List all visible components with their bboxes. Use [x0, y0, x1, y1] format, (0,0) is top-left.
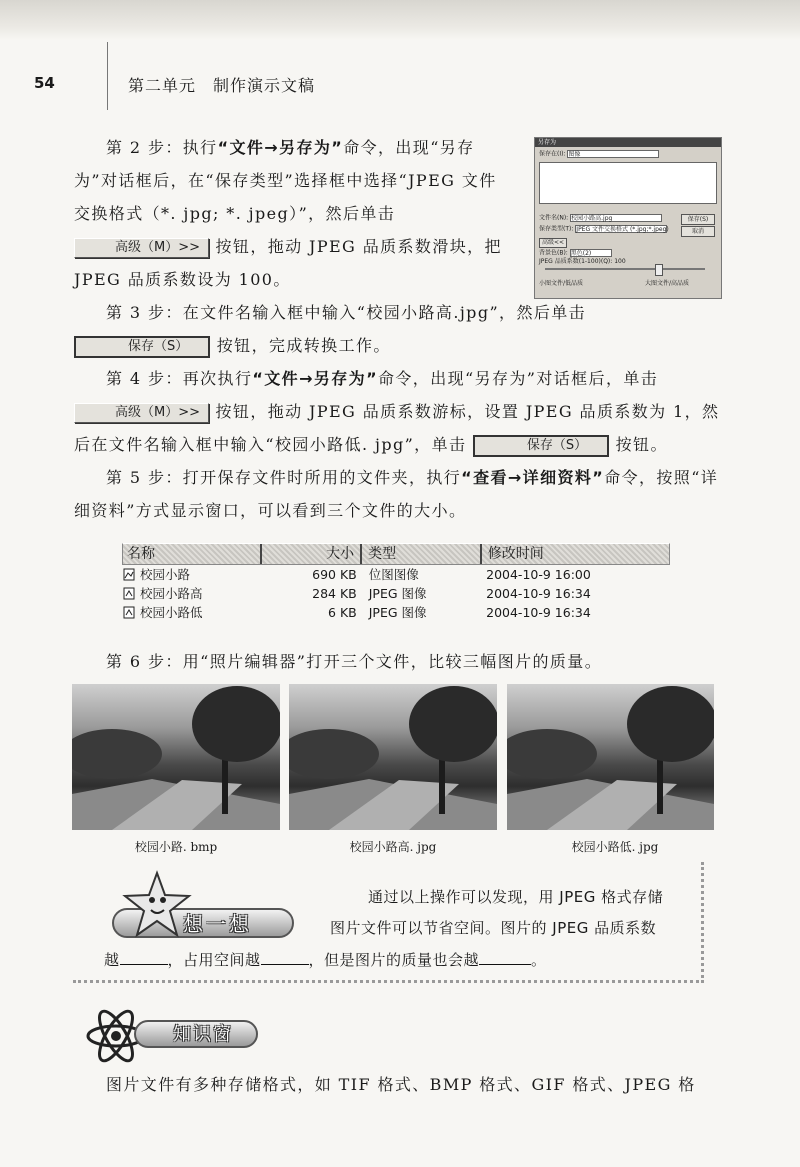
- caption-jpg-low: 校园小路低. jpg: [571, 840, 659, 854]
- slider-min-label: 小图文件/低品质: [539, 280, 584, 287]
- bitmap-file-icon: [122, 567, 136, 581]
- file-details-table: [122, 543, 670, 622]
- save-as-dialog-screenshot: [534, 137, 722, 299]
- think-label: 想一想: [112, 908, 294, 938]
- photo-bmp: [72, 684, 280, 830]
- bg-select[interactable]: [570, 249, 612, 257]
- slider-max-label: 大图文件/高品质: [645, 280, 690, 287]
- table-row[interactable]: [122, 603, 670, 622]
- quality-value: 100: [614, 258, 626, 265]
- page-number: 54: [34, 74, 55, 92]
- bg-value: 黑色(2): [570, 250, 592, 257]
- type-select[interactable]: [575, 225, 667, 233]
- save-in-select[interactable]: [567, 150, 659, 158]
- file-size: 284 KB: [312, 586, 357, 601]
- star-mascot-icon: [122, 870, 192, 940]
- chapter-title: 第二单元 制作演示文稿: [128, 76, 316, 95]
- think-line-3: 越 ，占用空间越 ，但是图片的质量也会越 。: [104, 951, 547, 969]
- file-name: 校园小路高: [140, 586, 203, 601]
- file-name: 校园小路: [140, 567, 191, 582]
- caption-bmp: 校园小路. bmp: [134, 840, 218, 854]
- column-name[interactable]: 名称: [123, 544, 262, 564]
- photo-jpg-low-art: [507, 684, 714, 830]
- photo-jpg-high-art: [289, 684, 497, 830]
- step5-paragraph: 第 5 步：打开保存文件时所用的文件夹，执行“查看→详细资料”命令，按照“详细资料”方式显示窗口，可以看到三个文件的大小。: [74, 468, 719, 520]
- photo-bmp-art: [72, 684, 280, 830]
- type-label: 保存类型(T):: [539, 225, 574, 233]
- step6-paragraph: 第 6 步：用“照片编辑器”打开三个文件，比较三幅图片的质量。: [106, 652, 603, 671]
- type-value: JPEG 文件交换格式 (*.jpg;*.jpeg): [576, 226, 669, 233]
- file-type: JPEG 图像: [368, 586, 427, 601]
- file-size: 6 KB: [328, 605, 357, 620]
- filename-value: 校园小路高.jpg: [571, 215, 613, 222]
- jpeg-file-icon: [122, 605, 136, 619]
- photo-jpg-low: [507, 684, 714, 830]
- column-modified[interactable]: 修改时间: [487, 546, 544, 562]
- filename-field[interactable]: [570, 214, 662, 222]
- dialog-save-button[interactable]: 保存(S): [681, 214, 715, 225]
- table-row[interactable]: [122, 565, 670, 584]
- filename-label: 文件名(N):: [539, 214, 569, 222]
- file-modified: 2004-10-9 16:00: [486, 567, 591, 582]
- dialog-cancel-button[interactable]: 取消: [681, 226, 715, 237]
- photo-jpg-high: [289, 684, 497, 830]
- knowledge-text: 图片文件有多种存储格式，如 TIF 格式、BMP 格式、GIF 格式、JPEG 格: [106, 1075, 696, 1094]
- caption-jpg-high: 校园小路高. jpg: [349, 840, 437, 854]
- advanced-button-2[interactable]: 高级（M）>>: [74, 403, 209, 423]
- dialog-advanced-button[interactable]: 高级<<: [539, 238, 567, 248]
- answer-blank-2[interactable]: [261, 950, 309, 965]
- dialog-title: 另存为: [535, 138, 721, 147]
- table-row[interactable]: [122, 584, 670, 603]
- table-header: [122, 543, 670, 565]
- answer-blank-3[interactable]: [479, 950, 531, 965]
- save-in-label: 保存在(I):: [539, 150, 566, 158]
- header-divider: [107, 42, 108, 110]
- step2-paragraph: 第 2 步：执行“文件→另存为”命令，出现“另存为”对话框后，在“保存类型”选择框中选择“JPEG 文件交换格式（*. jpg; *. jpeg）”，然后单击 高级（M）>> 按钮，拖动 JPEG 品质系数滑块，把 JPEG 品质系数设为 100。: [74, 138, 502, 289]
- save-button-2[interactable]: 保存（S）: [473, 435, 609, 457]
- column-type[interactable]: 类型: [362, 544, 482, 564]
- knowledge-label: 知识窗: [134, 1020, 258, 1048]
- file-modified: 2004-10-9 16:34: [486, 586, 591, 601]
- save-button[interactable]: 保存（S）: [74, 336, 210, 358]
- column-size[interactable]: 大小: [262, 544, 362, 564]
- quality-slider-handle[interactable]: [655, 264, 663, 276]
- save-in-value: 图像: [568, 151, 581, 158]
- think-line-2: 图片文件可以节省空间。图片的 JPEG 品质系数: [330, 919, 657, 937]
- file-type: 位图图像: [368, 567, 419, 582]
- bg-label: 背景色(B):: [539, 249, 568, 257]
- quality-label: JPEG 品质系数(1-100)(Q):: [539, 258, 613, 265]
- think-line-1: 通过以上操作可以发现，用 JPEG 格式存储: [368, 888, 664, 906]
- jpeg-file-icon: [122, 586, 136, 600]
- header-decoration: [0, 0, 800, 40]
- file-size: 690 KB: [312, 567, 357, 582]
- file-type: JPEG 图像: [368, 605, 427, 620]
- answer-blank-1[interactable]: [120, 950, 168, 965]
- step4-paragraph: 第 4 步：再次执行“文件→另存为”命令，出现“另存为”对话框后，单击 高级（M）>> 按钮，拖动 JPEG 品质系数游标，设置 JPEG 品质系数为 1，然后在文件名输入框中输入“校园小路低. jpg”，单击 保存（S） 按钮。: [74, 362, 724, 461]
- file-modified: 2004-10-9 16:34: [486, 605, 591, 620]
- quality-slider-track[interactable]: [545, 268, 705, 270]
- file-name: 校园小路低: [140, 605, 203, 620]
- file-list-box[interactable]: [539, 162, 717, 204]
- advanced-button[interactable]: 高级（M）>>: [74, 238, 209, 258]
- step3-paragraph: 第 3 步：在文件名输入框中输入“校园小路高.jpg”，然后单击 保存（S） 按钮，完成转换工作。: [74, 296, 724, 362]
